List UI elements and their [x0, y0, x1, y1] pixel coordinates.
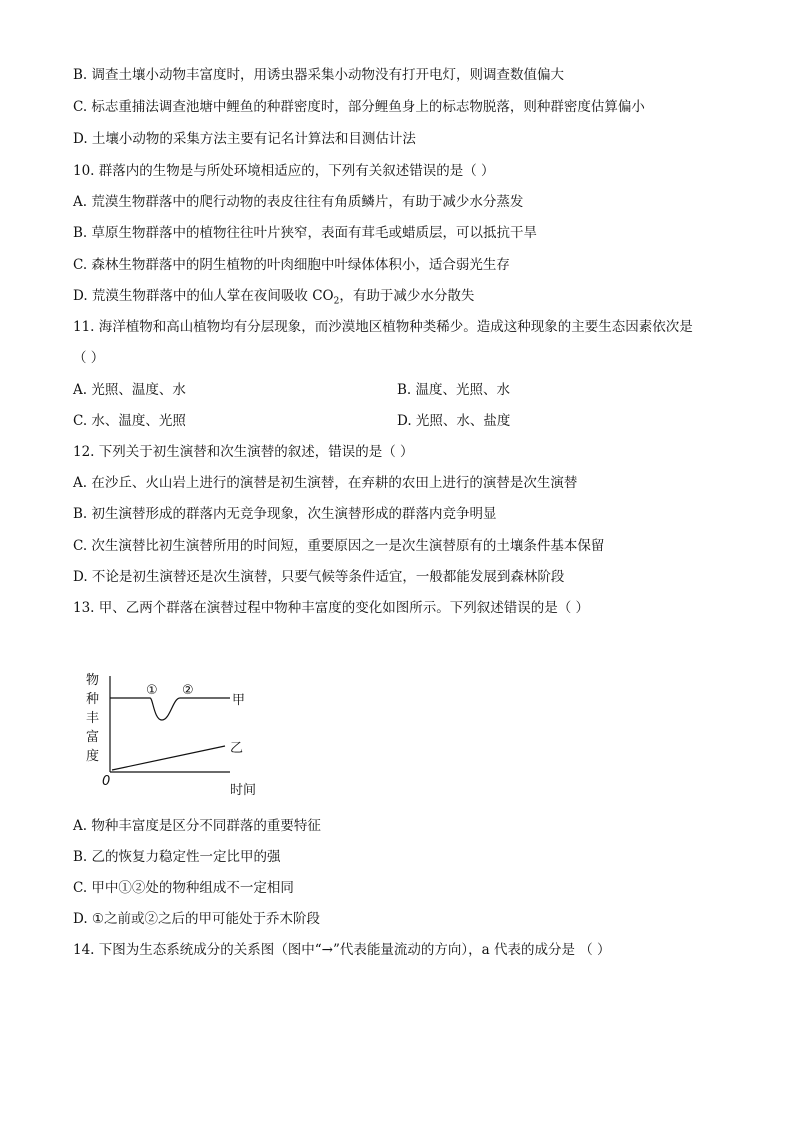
ylabel-char: 富 [86, 730, 100, 745]
series-yi-label: 乙 [230, 741, 244, 756]
q10-option-b: B. 草原生物群落中的植物往往叶片狭窄，表面有茸毛或蜡质层，可以抵抗干旱 [73, 225, 538, 241]
origin-label: 0 [102, 774, 111, 789]
annotation-1: ① [146, 683, 158, 698]
ylabel-char: 物 [86, 673, 100, 688]
q11-option-d: D. 光照、水、盐度 [397, 413, 511, 429]
q10-option-a: A. 荒漠生物群落中的爬行动物的表皮往往有角质鳞片，有助于减少水分蒸发 [73, 194, 524, 210]
q13-option-c: C. 甲中①②处的物种组成不一定相同 [73, 880, 294, 896]
xlabel: 时间 [230, 783, 257, 798]
q12-option-a: A. 在沙丘、火山岩上进行的演替是初生演替，在弃耕的农田上进行的演替是次生演替 [73, 475, 578, 491]
ylabel-char: 种 [86, 692, 100, 707]
q13-option-b: B. 乙的恢复力稳定性一定比甲的强 [73, 849, 281, 865]
q10-option-d-pre: D. 荒漠生物群落中的仙人掌在夜间吸收 CO [73, 288, 334, 304]
q12-option-d: D. 不论是初生演替还是次生演替，只要气候等条件适宜，一般都能发展到森林阶段 [73, 569, 565, 585]
q13-option-a: A. 物种丰富度是区分不同群落的重要特征 [73, 818, 321, 834]
q10-option-d-sub: 2 [333, 296, 340, 307]
q13-stem: 13. 甲、乙两个群落在演替过程中物种丰富度的变化如图所示。下列叙述错误的是（ ） [73, 600, 590, 616]
richness-chart [80, 668, 270, 803]
series-yi-line [112, 746, 225, 770]
q9-option-d: D. 土壤小动物的采集方法主要有记名计算法和目测估计法 [73, 131, 416, 147]
q9-option-b: B. 调查土壤小动物丰富度时，用诱虫器采集小动物没有打开电灯，则调查数值偏大 [73, 67, 565, 83]
q12-option-c: C. 次生演替比初生演替所用的时间短，重要原因之一是次生演替原有的土壤条件基本保留 [73, 538, 605, 554]
q13-option-d: D. ①之前或②之后的甲可能处于乔木阶段 [73, 911, 321, 927]
q11-stem-cont: （ ） [73, 350, 105, 366]
series-jia-line [110, 698, 230, 720]
annotation-2: ② [182, 683, 194, 698]
ylabel-char: 度 [86, 749, 100, 764]
q10-option-d [73, 287, 474, 311]
q11-stem: 11. 海洋植物和高山植物均有分层现象，而沙漠地区植物种类稀少。造成这种现象的主要生态因素依次是 [73, 319, 693, 335]
q10-stem: 10. 群落内的生物是与所处环境相适应的，下列有关叙述错误的是（ ） [73, 163, 495, 179]
q11-option-a: A. 光照、温度、水 [73, 382, 186, 398]
q11-option-c: C. 水、温度、光照 [73, 413, 186, 429]
q10-option-d-post: ，有助于减少水分散失 [339, 288, 475, 304]
q12-stem: 12. 下列关于初生演替和次生演替的叙述，错误的是（ ） [73, 444, 414, 460]
q9-option-c: C. 标志重捕法调查池塘中鲤鱼的种群密度时，部分鲤鱼身上的标志物脱落，则种群密度估算偏小 [73, 99, 645, 115]
series-jia-label: 甲 [232, 693, 246, 708]
q11-option-b: B. 温度、光照、水 [397, 382, 511, 398]
q10-option-c: C. 森林生物群落中的阴生植物的叶肉细胞中叶绿体体积小，适合弱光生存 [73, 257, 510, 273]
ylabel-char: 丰 [86, 711, 100, 726]
q14-stem: 14. 下图为生态系统成分的关系图（图中“→”代表能量流动的方向），a 代表的成分是 （ ） [73, 942, 611, 958]
q12-option-b: B. 初生演替形成的群落内无竞争现象，次生演替形成的群落内竞争明显 [73, 506, 497, 522]
